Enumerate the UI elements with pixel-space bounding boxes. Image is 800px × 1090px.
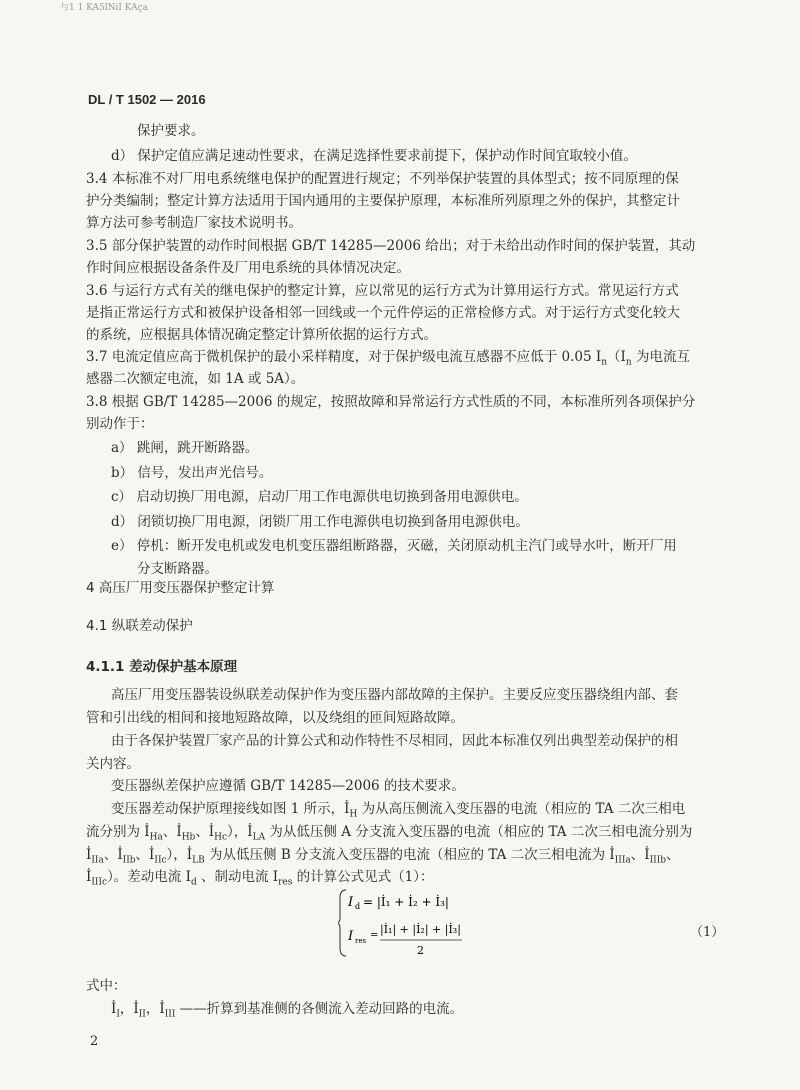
top-watermark: 与1 1 KA5lNiI KAça (60, 3, 149, 13)
text-line: 由于各保护装置厂家产品的计算公式和动作特性不尽相同，因此本标准仅列出典型差动保护的相 (111, 733, 678, 749)
section-heading-4-1: 4.1 纵联差动保护 (86, 618, 193, 634)
page-number: 2 (90, 1034, 99, 1049)
text-line: 3.6 与运行方式有关的继电保护的整定计算，应以常见的运行方式为计算用运行方式。常见运行方式 (86, 283, 679, 299)
equation-denominator: 2 (417, 944, 424, 957)
text-line: 是指正常运行方式和被保护设备相邻一回线或一个元件停运的正常检修方式。对于运行方式变化较大 (86, 305, 680, 321)
list-item: d） 闭锁切换厂用电源，闭锁厂用工作电源供电切换到备用电源供电。 (111, 514, 529, 530)
equation-rhs-d: = |İ₁ + İ₂ + İ₃| (363, 895, 449, 909)
text-line: $İ_{IIa}$、$İ_{IIb}$、$İ_{IIc}$），$İ_{LB}$ 为从低压侧 B 分支流入变压器的电流（相应的 TA 二次三相电流为 $İ_{IIIa}$、$İ_{IIIb}$、 (86, 847, 680, 866)
text-line: 变压器差动保护原理接线如图 1 所示，$İ_H$ 为从高压侧流入变压器的电流（相应的 TA 二次三相电 (111, 801, 686, 820)
text-line: 管和引出线的相间和接地短路故障，以及绕组的匝间短路故障。 (86, 710, 464, 726)
standard-code-header: DL / T 1502 — 2016 (88, 92, 206, 107)
text-line: 别动作于： (86, 416, 154, 432)
text-line: $İ_{IIIc}$）。差动电流 $I_d$ 、制动电流 $I_{res}$ 的计算公式见式（1）： (86, 869, 434, 888)
text-line: d） 保护定值应满足速动性要求，在满足选择性要求前提下，保护动作时间宜取较小值。 (111, 148, 637, 164)
text-line: 流分别为 $İ_{Ha}$、$İ_{Hb}$、$İ_{Hc}$），$İ_{LA}$ 为从低压侧 A 分支流入变压器的电流（相应的 TA 二次三相电流分别为 (86, 824, 693, 843)
equation-brace (338, 890, 346, 956)
equation-lhs-res-sub: res (355, 937, 367, 945)
equation-lhs-d-sub: d (355, 902, 361, 911)
list-item: c） 启动切换厂用电源，启动厂用工作电源供电切换到备用电源供电。 (111, 489, 528, 505)
text-line: 3.7 电流定值应高于微机保护的最小采样精度，对于保护级电流互感器不应低于 0.05 $I_n(I_n$ 为电流互 (86, 349, 690, 368)
equation-lhs-d: I (348, 895, 354, 910)
equation-number: （1） (690, 925, 725, 940)
text-line: $İ_I$，$İ_{II}$，$İ_{III}$ ——折算到基准侧的各侧流入差动回路的电流。 (111, 1001, 464, 1020)
equation-frac-eq: = (370, 930, 379, 941)
equation-lhs-res: I (348, 929, 354, 944)
text-line: 关内容。 (86, 756, 140, 772)
equation-numerator: |İ₁| + |İ₂| + |İ₃| (380, 923, 461, 936)
section-heading-4: 4 高压厂用变压器保护整定计算 (86, 580, 275, 596)
text-line: 式中： (86, 978, 127, 994)
text-line: 护分类编制；整定计算方法适用于国内通用的主要保护原理，本标准所列原理之外的保护，其整定计 (86, 193, 680, 209)
section-heading-4-1-1: 4.1.1 差动保护基本原理 (86, 659, 238, 675)
text-line: 3.8 根据 GB/T 14285—2006 的规定，按照故障和异常运行方式性质的不同，本标准所列各项保护分 (86, 394, 696, 410)
text-line: 感器二次额定电流，如 1A 或 5A）。 (86, 371, 305, 387)
text-line: 保护要求。 (137, 123, 205, 139)
text-line: 3.4 本标准不对厂用电系统继电保护的配置进行规定；不列举保护装置的具体型式；按不同原理的保 (86, 171, 679, 187)
text-line: 高压厂用变压器装设纵联差动保护作为变压器内部故障的主保护。主要反应变压器绕组内部、套 (111, 687, 678, 703)
text-line: 的系统，应根据具体情况确定整定计算所依据的运行方式。 (86, 327, 437, 343)
list-item: e） 停机：断开发电机或发电机变压器组断路器，灭磁，关闭原动机主汽门或导水叶，断开厂用 (111, 538, 677, 554)
text-line: 变压器纵差保护应遵循 GB/T 14285—2006 的技术要求。 (111, 778, 465, 794)
list-item: a） 跳闸，跳开断路器。 (111, 440, 259, 456)
list-item: 分支断路器。 (137, 561, 218, 577)
text-line: 3.5 部分保护装置的动作时间根据 GB/T 14285—2006 给出；对于未给出动作时间的保护装置，其动 (86, 238, 696, 254)
equation-1 (338, 888, 468, 958)
list-item: b） 信号，发出声光信号。 (111, 465, 273, 481)
text-line: 作时间应根据设备条件及厂用电系统的具体情况决定。 (86, 260, 410, 276)
text-line: 算方法可参考制造厂家技术说明书。 (86, 215, 302, 231)
